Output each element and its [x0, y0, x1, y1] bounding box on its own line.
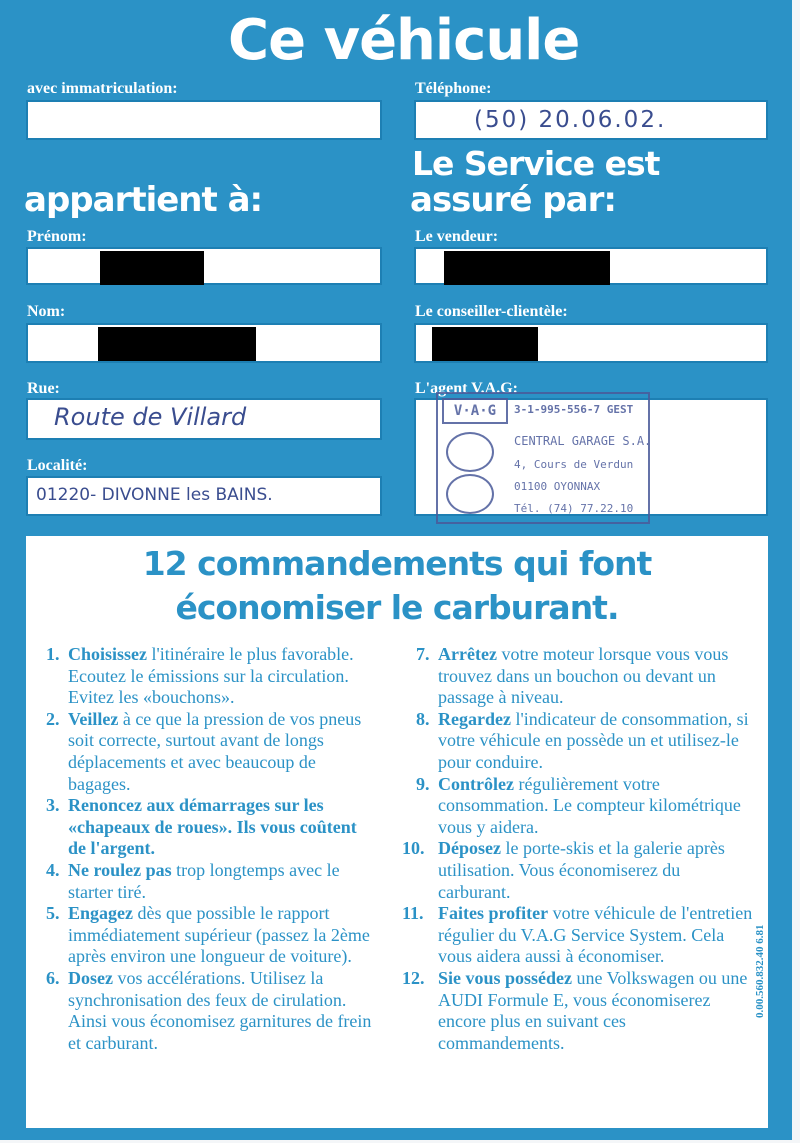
redaction-box	[444, 251, 610, 285]
stamp-name: CENTRAL GARAGE S.A.	[514, 434, 652, 448]
locality-label: Localité:	[27, 457, 88, 474]
lastname-label: Nom:	[27, 303, 66, 320]
list-item: 3. Renoncez aux démarrages sur les «chapeaux de roues». Ils vous coûtent de l'argent.	[46, 795, 357, 859]
list-item: 8. Regardez l'indicateur de consommation, si votre véhicule en possède un et utilisez-le pour conduire.	[416, 708, 749, 772]
seller-label: Le vendeur:	[415, 228, 499, 245]
reference-number: 0.00.560.832.40 6.81	[754, 924, 766, 1018]
firstname-field[interactable]	[26, 247, 382, 285]
stamp-city: 01100 OYONNAX	[514, 480, 601, 493]
redaction-box	[98, 327, 256, 361]
stamp-street: 4, Cours de Verdun	[514, 458, 634, 471]
street-value: Route de Villard	[54, 403, 247, 431]
list-item: 10. Déposez le porte-skis et la galerie après utilisation. Vous économiserez du carburant.	[402, 838, 725, 902]
lastname-field[interactable]	[26, 323, 382, 363]
phone-label: Téléphone:	[415, 80, 492, 97]
list-item: 1. Choisissez l'itinéraire le plus favorable. Ecoutez le émissions sur la circulation. Evitez les «bouchons».	[46, 644, 354, 708]
redaction-box	[432, 327, 538, 361]
seller-field[interactable]	[414, 247, 768, 285]
phone-field[interactable]	[414, 100, 768, 140]
commandments-panel	[26, 536, 768, 1128]
locality-value: 01220- DIVONNE les BAINS.	[36, 485, 273, 505]
firstname-label: Prénom:	[27, 228, 87, 245]
list-item: 2. Veillez à ce que la pression de vos pneus soit correcte, surtout avant de longs déplacements et avec beaucoup de bagages.	[46, 708, 362, 794]
street-label: Rue:	[27, 380, 60, 397]
registration-label: avec immatriculation:	[27, 80, 178, 97]
dealer-stamp	[436, 392, 650, 524]
phone-value: (50) 20.06.02.	[474, 107, 667, 133]
commandments-left-column	[46, 644, 376, 1054]
panel-title-line-2: économiser le carburant.	[175, 588, 619, 627]
agent-field[interactable]	[414, 398, 768, 516]
panel-title-line-1: 12 commandements qui font	[142, 544, 652, 583]
locality-field[interactable]	[26, 476, 382, 516]
list-item: 11. Faites profiter votre véhicule de l'entretien régulier du V.A.G Service System. Cela vous aidera aussi à économiser.	[402, 903, 753, 967]
agent-label: L'agent V.A.G:	[415, 380, 518, 397]
advisor-field[interactable]	[414, 323, 768, 363]
list-item: 9. Contrôlez régulièrement votre consommation. Le compteur kilométrique vous y aidera.	[416, 773, 741, 837]
advisor-label: Le conseiller-clientèle:	[415, 303, 568, 320]
list-item: 4. Ne roulez pas trop longtemps avec le starter tiré.	[46, 859, 340, 902]
street-field[interactable]	[26, 398, 382, 440]
stamp-phone: 3-1-995-556-7 GEST	[514, 403, 634, 416]
list-item: 5. Engagez dès que possible le rapport immédiatement supérieur (passez la 2ème après environ une longueur de voiture).	[46, 903, 370, 967]
stamp-tel: Tél. (74) 77.22.10	[514, 502, 634, 515]
redaction-box	[100, 251, 204, 285]
list-item: 6. Dosez vos accélérations. Utilisez la synchronisation des feux de cirulation. Ainsi vous économisez garnitures de frein et carburant.	[46, 967, 372, 1053]
page-title: Ce véhicule	[228, 8, 580, 73]
service-heading-line-1: Le Service est	[412, 144, 660, 183]
list-item: 12. Sie vous possédez une Volkswagen ou une AUDI Formule E, vous économiserez encore plus en suivant ces commandements.	[402, 967, 748, 1053]
belongs-to-heading: appartient à:	[24, 180, 263, 220]
service-heading-line-2: assuré par:	[410, 180, 616, 220]
commandments-right-column	[402, 644, 756, 1054]
stamp-emblem	[446, 432, 494, 472]
vag-logo: V·A·G	[442, 398, 508, 424]
stamp-emblem	[446, 474, 494, 514]
registration-field[interactable]	[26, 100, 382, 140]
list-item: 7. Arrêtez votre moteur lorsque vous vous trouvez dans un bouchon ou devant un passage à niveau.	[416, 644, 729, 708]
